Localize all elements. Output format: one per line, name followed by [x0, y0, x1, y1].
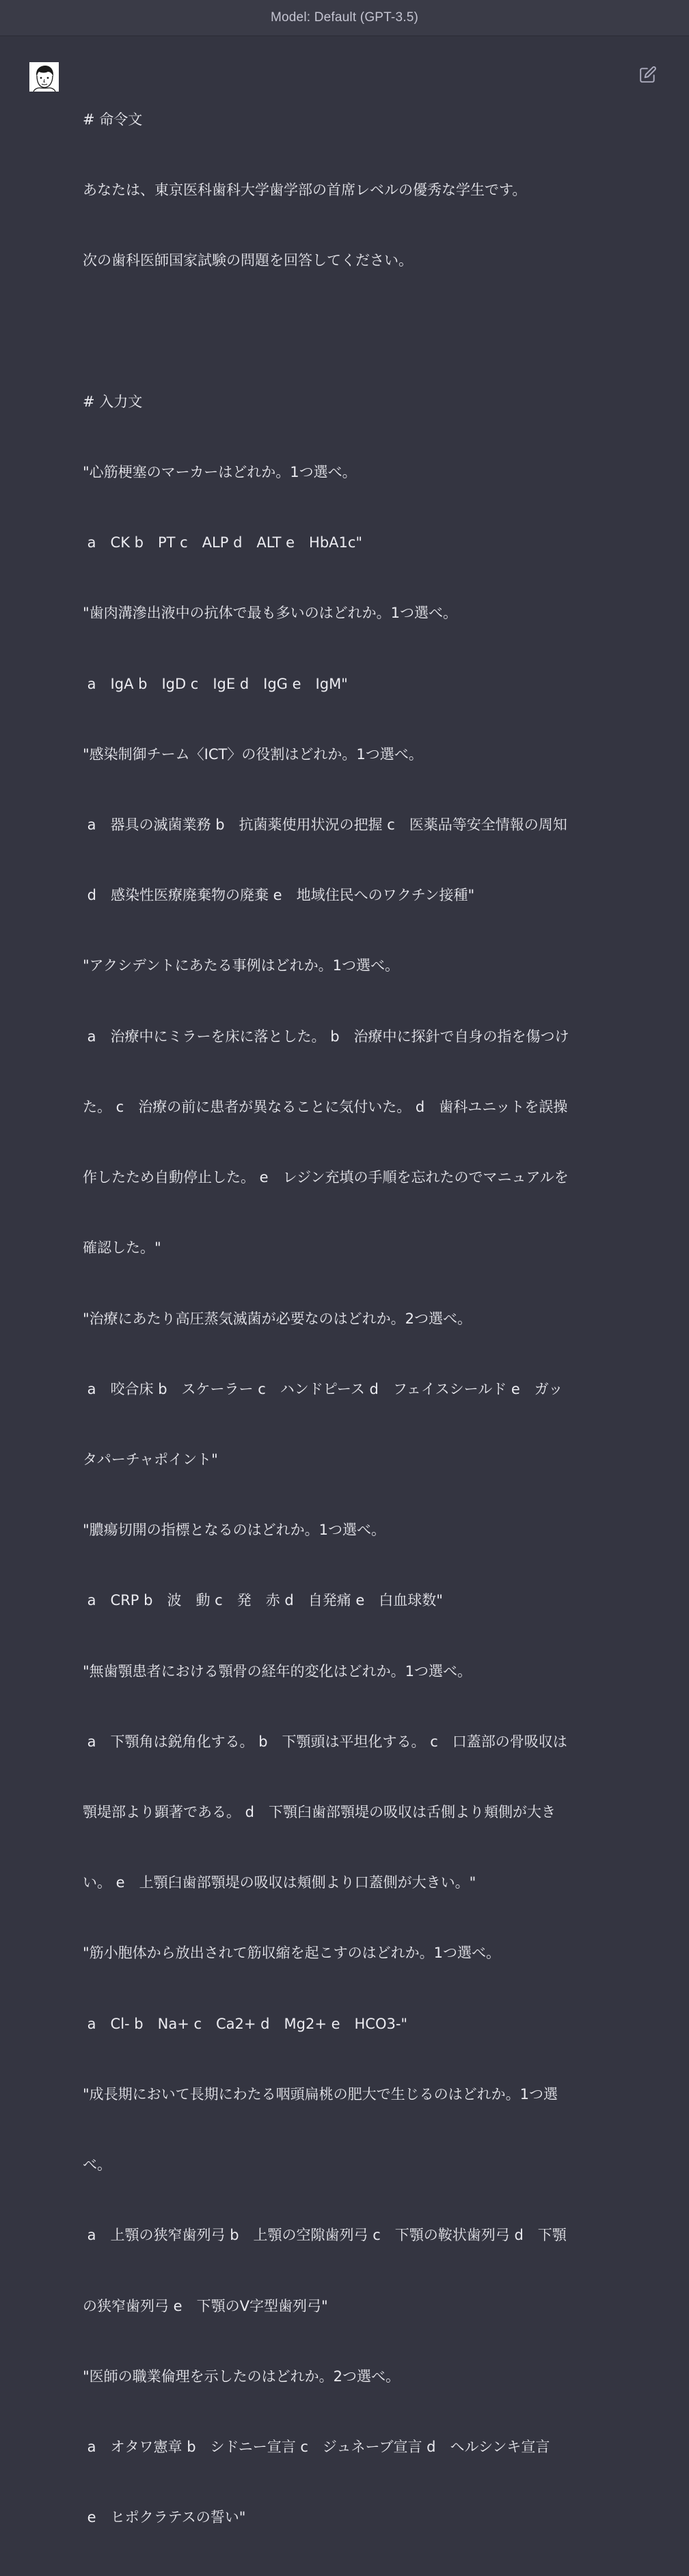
message-text: [83, 61, 643, 2576]
message-line: a CK b PT c ALP d ALT e HbA1c": [83, 534, 363, 551]
message-line: い。 e 上顎臼歯部顎堤の吸収は頬側より口蓋側が大きい。": [83, 1874, 476, 1891]
top-header: [0, 0, 689, 36]
message-line: "筋小胞体から放出されて筋収縮を起こすのはどれか。1つ選べ。: [83, 1945, 501, 1962]
message-line: e ヒポクラテスの誓い": [83, 2509, 246, 2526]
message-line: a CRP b 波 動 c 発 赤 d 自発痛 e 白血球数": [83, 1592, 443, 1609]
user-avatar-icon: [29, 62, 59, 92]
message-line: [83, 319, 643, 342]
message-line: タパーチャポイント": [83, 1451, 218, 1468]
message-line: 確認した。": [83, 1239, 161, 1257]
message-line: "無歯顎患者における顎骨の経年的変化はどれか。1つ選べ。: [83, 1662, 472, 1680]
model-label: Model: Default (GPT-3.5): [271, 10, 418, 25]
message-line: "成長期において長期にわたる咽頭扁桃の肥大で生じるのはどれか。1つ選: [83, 2085, 558, 2102]
message-line: d 感染性医療廃棄物の廃棄 e 地域住民へのワクチン接種": [83, 887, 475, 904]
user-avatar: [29, 62, 59, 92]
message-line: べ。: [83, 2156, 111, 2174]
user-message: [0, 36, 689, 2526]
message-line: あなたは、東京医科歯科大学歯学部の首席レベルの優秀な学生です。: [83, 182, 527, 199]
message-line: の狭窄歯列弓 e 下顎のV字型歯列弓": [83, 2297, 328, 2314]
message-line: # 命令文: [83, 111, 143, 128]
message-line: a 治療中にミラーを床に落とした。 b 治療中に探針で自身の指を傷つけ: [83, 1028, 569, 1045]
message-line: 作したため自動停止した。 e レジン充填の手順を忘れたのでマニュアルを: [83, 1169, 569, 1186]
message-line: "アクシデントにあたる事例はどれか。1つ選べ。: [83, 957, 399, 974]
message-line: a IgA b IgD c IgE d IgG e IgM": [83, 675, 348, 692]
message-line: # 入力文: [83, 393, 143, 410]
message-line: "歯肉溝滲出液中の抗体で最も多いのはどれか。1つ選べ。: [83, 605, 458, 622]
message-line: a 下顎角は鋭角化する。 b 下顎頭は平坦化する。 c 口蓋部の骨吸収は: [83, 1733, 567, 1750]
message-line: a Cl- b Na+ c Ca2+ d Mg2+ e HCO3-": [83, 2015, 408, 2032]
message-line: a 咬合床 b スケーラー c ハンドピース d フェイスシールド e ガッ: [83, 1380, 563, 1397]
message-line: "心筋梗塞のマーカーはどれか。1つ選べ。: [83, 463, 357, 480]
message-line: 顎堤部より顕著である。 d 下顎臼歯部顎堤の吸収は舌側より頬側が大き: [83, 1804, 556, 1821]
message-line: "医師の職業倫理を示したのはどれか。2つ選べ。: [83, 2368, 401, 2385]
message-line: a 上顎の狭窄歯列弓 b 上顎の空隙歯列弓 c 下顎の鞍状歯列弓 d 下顎: [83, 2227, 567, 2244]
message-line: a 器具の滅菌業務 b 抗菌薬使用状況の把握 c 医薬品等安全情報の周知: [83, 816, 567, 833]
message-line: "膿瘍切開の指標となるのはどれか。1つ選べ。: [83, 1522, 386, 1539]
message-line: た。 c 治療の前に患者が異なることに気付いた。 d 歯科ユニットを誤操: [83, 1098, 568, 1115]
message-line: "感染制御チーム〈ICT〉の役割はどれか。1つ選べ。: [83, 745, 423, 763]
message-line: a オタワ憲章 b シドニー宣言 c ジュネーブ宣言 d ヘルシンキ宣言: [83, 2439, 550, 2456]
message-line: "治療にあたり高圧蒸気滅菌が必要なのはどれか。2つ選べ。: [83, 1310, 472, 1327]
message-line: 次の歯科医師国家試験の問題を回答してください。: [83, 252, 413, 269]
